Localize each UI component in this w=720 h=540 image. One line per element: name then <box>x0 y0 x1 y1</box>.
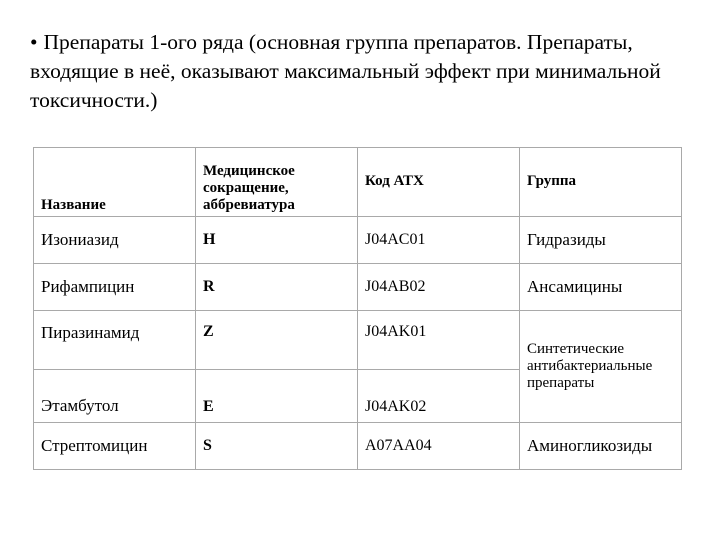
atc-code: A07AA04 <box>358 423 520 470</box>
table-header-row <box>34 148 682 217</box>
drug-abbreviation: Z <box>196 311 358 370</box>
atc-code: J04AK01 <box>358 311 520 370</box>
drug-name: Этамбутол <box>34 370 196 423</box>
table-row <box>34 423 682 470</box>
table-row <box>34 311 682 370</box>
drug-abbreviation: H <box>196 217 358 264</box>
drug-name: Стрептомицин <box>34 423 196 470</box>
drug-abbreviation: E <box>196 370 358 423</box>
header-abbreviation: Медицинское сокращение, аббревиатура <box>196 148 358 217</box>
drug-name: Рифампицин <box>34 264 196 311</box>
header-group: Группа <box>520 148 682 217</box>
drug-table <box>33 147 682 470</box>
drug-abbreviation: R <box>196 264 358 311</box>
drug-group: Гидразиды <box>520 217 682 264</box>
drug-group: Аминогликозиды <box>520 423 682 470</box>
intro-paragraph <box>30 28 700 115</box>
drug-abbreviation: S <box>196 423 358 470</box>
drug-group-merged: Синтетические антибактериальные препараты <box>520 311 682 423</box>
atc-code: J04AK02 <box>358 370 520 423</box>
table-row <box>34 264 682 311</box>
drug-name: Изониазид <box>34 217 196 264</box>
header-atc-code: Код АТХ <box>358 148 520 217</box>
table-row <box>34 217 682 264</box>
drug-group: Ансамицины <box>520 264 682 311</box>
intro-text: Препараты 1-ого ряда (основная группа препаратов. Препараты, входящие в неё, оказывают максимальный эффект при минимальной токсичности.) <box>30 30 661 112</box>
atc-code: J04AB02 <box>358 264 520 311</box>
drug-name: Пиразинамид <box>34 311 196 370</box>
bullet-marker: • <box>30 30 38 54</box>
atc-code: J04AC01 <box>358 217 520 264</box>
header-name: Название <box>34 148 196 217</box>
